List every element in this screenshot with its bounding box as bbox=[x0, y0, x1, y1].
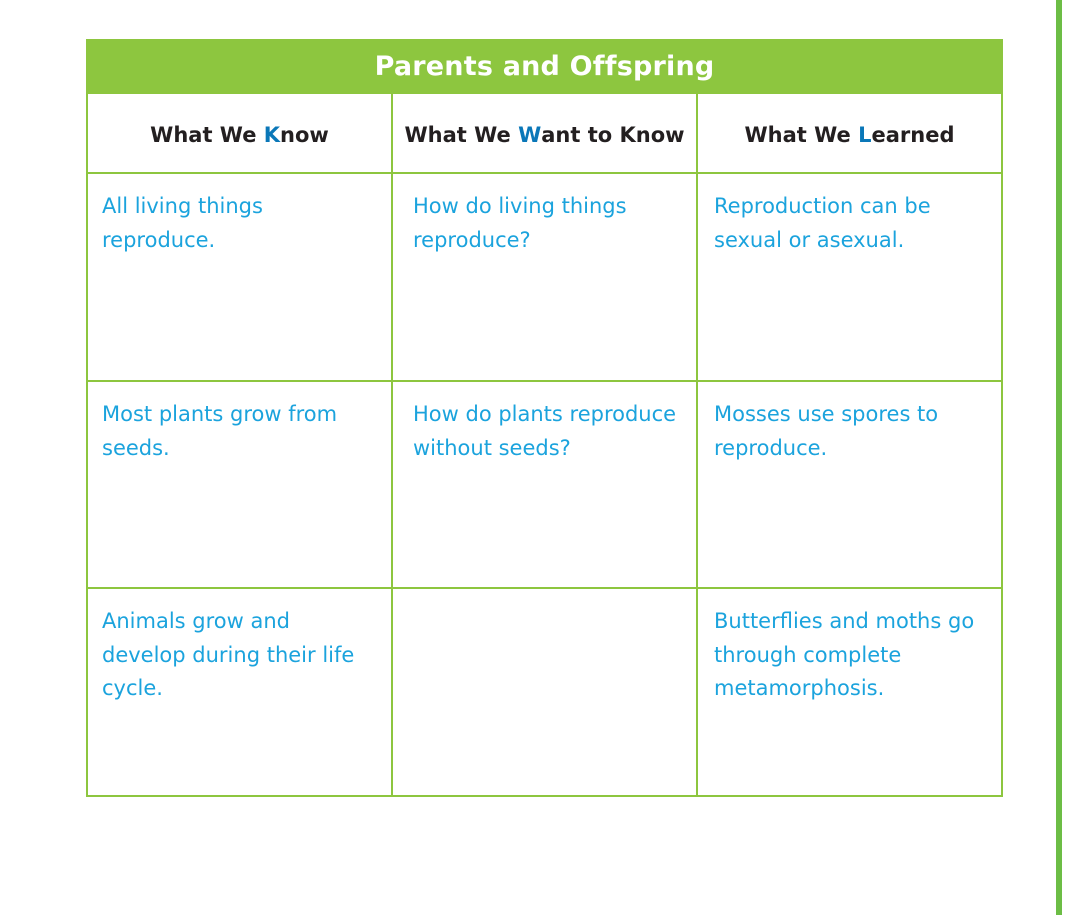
chart-title: Parents and Offspring bbox=[88, 41, 1001, 92]
cell-want: How do living things reproduce? bbox=[393, 174, 698, 380]
kwl-chart bbox=[86, 39, 1003, 797]
header-learned-letter: L bbox=[858, 123, 872, 147]
header-row bbox=[88, 92, 1001, 174]
page-edge-rule bbox=[1056, 0, 1062, 915]
header-learned bbox=[698, 94, 1001, 172]
header-know-suffix: now bbox=[280, 123, 329, 147]
cell-know: Most plants grow from seeds. bbox=[88, 382, 393, 587]
table-row bbox=[88, 174, 1001, 382]
header-learned-prefix: What We bbox=[744, 123, 859, 147]
cell-want bbox=[393, 589, 698, 795]
cell-learned: Butterflies and moths go through complete metamorphosis. bbox=[714, 609, 975, 700]
cell-learned: Reproduction can be sexual or asexual. bbox=[714, 194, 931, 252]
header-want bbox=[393, 94, 698, 172]
header-know bbox=[88, 94, 393, 172]
header-know-prefix: What We bbox=[150, 123, 264, 147]
header-want-letter: W bbox=[518, 123, 542, 147]
table-row bbox=[88, 589, 1001, 795]
header-want-suffix: ant to Know bbox=[541, 123, 685, 147]
cell-know: Animals grow and develop during their life cycle. bbox=[88, 589, 393, 795]
cell-know: All living things reproduce. bbox=[88, 174, 393, 380]
cell-want: How do plants reproduce without seeds? bbox=[393, 382, 698, 587]
page-edge bbox=[1053, 0, 1067, 915]
header-know-letter: K bbox=[263, 123, 281, 147]
header-learned-suffix: earned bbox=[871, 123, 955, 147]
table-row bbox=[88, 382, 1001, 589]
header-want-prefix: What We bbox=[404, 123, 519, 147]
cell-learned: Mosses use spores to reproduce. bbox=[714, 402, 939, 460]
